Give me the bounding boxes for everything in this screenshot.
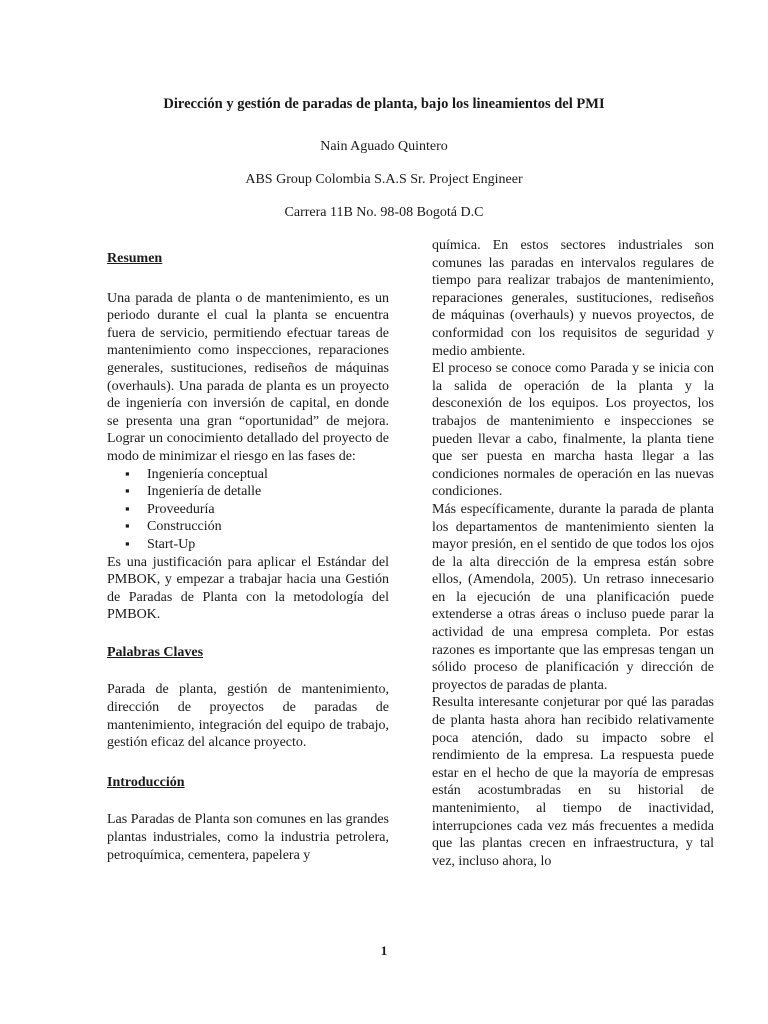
- left-column: [107, 250, 389, 864]
- section-heading-introduccion: Introducción: [107, 774, 185, 790]
- page-number: 1: [380, 943, 388, 958]
- list-item: ▪ Ingeniería de detalle: [147, 483, 389, 501]
- body-paragraph: química. En estos sectores industriales son comunes las paradas en intervalos regulares de tiempo para realizar trabajos de mantenimiento, reparaciones generales, sustituciones, rediseños de máquinas (overhauls) y nuevos proyectos, de conformidad con los requisitos de seguridad y medio ambiente.: [432, 238, 714, 359]
- body-paragraph: El proceso se conoce como Parada y se inicia con la salida de operación de la planta y la desconexión de los equipos. Los proyectos, los trabajos de mantenimiento e inspecciones se pueden llevar a cabo, finalmente, la planta tiene que ser puesta en marcha hasta llegar a las condiciones normales de operación en las nuevas condiciones.: [432, 361, 714, 500]
- keywords-paragraph: Parada de planta, gestión de mantenimiento, dirección de proyectos de paradas de mantenimiento, integración del equipo de trabajo, gestión eficaz del alcance proyecto.: [107, 682, 389, 751]
- list-item: ▪ Proveeduría: [147, 501, 389, 519]
- author-address: Carrera 11B No. 98-08 Bogotá D.C: [284, 205, 484, 220]
- list-item: ▪ Start-Up: [147, 536, 389, 554]
- section-heading-palabras-claves: Palabras Claves: [107, 644, 204, 660]
- body-paragraph: Más específicamente, durante la parada de planta los departamentos de mantenimiento sienten la mayor presión, en el sentido de que todos los ojos de la alta dirección de la empresa están sobre ellos, (Amendola, 2005). Un retraso innecesario en la ejecución de una planificación puede extenderse a otras áreas o incluso puede parar la actividad de una empresa completa. Por estas razones es importante que las empresas tengan un sólido proceso de planificación y dirección de proyectos de paradas de planta.: [432, 501, 714, 693]
- author-name: Nain Aguado Quintero: [320, 139, 448, 154]
- list-item: ▪ Construcción: [147, 518, 389, 536]
- resumen-paragraph: Una parada de planta o de mantenimiento, es un periodo durante el cual la planta se encuentra fuera de servicio, permitiendo efectuar tareas de mantenimiento como inspecciones, reparaciones generales, sustituciones, rediseños de máquinas (overhauls). Una parada de planta es un proyecto de ingeniería con inversión de capital, en donde se presenta una gran “oportunidad” de mejora. Lograr un conocimiento detallado del proyecto de modo de minimizar el riesgo en las fases de:: [107, 290, 389, 464]
- author-affiliation: ABS Group Colombia S.A.S Sr. Project Engineer: [245, 172, 523, 187]
- section-heading-resumen: Resumen: [107, 251, 163, 266]
- right-column: [432, 237, 714, 870]
- phases-list: [107, 466, 389, 554]
- body-paragraph: Resulta interesante conjeturar por qué las paradas de planta hasta ahora han recibido relativamente poca atención, dado su impacto sobre el rendimiento de la empresa. La respuesta puede estar en el hecho de que la mayoría de empresas están acostumbradas en su historial de mantenimiento, al tiempo de inactividad, interrupciones cada vez más frecuentes a medida que las plantas crecen en infraestructura, y tal vez, incluso ahora, lo: [432, 695, 714, 869]
- list-item: ▪ Ingeniería conceptual: [147, 466, 389, 484]
- paper-title: Dirección y gestión de paradas de planta, bajo los lineamientos del PMI: [163, 96, 605, 112]
- resumen-paragraph-2: Es una justificación para aplicar el Estándar del PMBOK, y empezar a trabajar hacia una Gestión de Paradas de Planta con la metodología del PMBOK.: [107, 554, 389, 623]
- intro-paragraph: Las Paradas de Planta son comunes en las grandes plantas industriales, como la industria petrolera, petroquímica, cementera, papelera y: [107, 812, 389, 863]
